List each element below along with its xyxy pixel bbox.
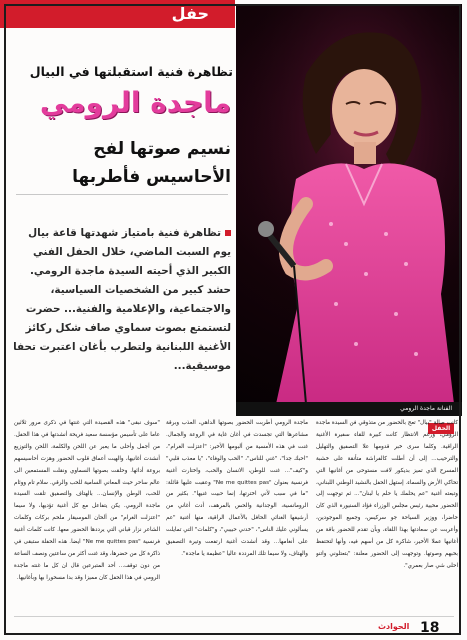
supertitle: تظاهرة فنية استقبلتها في البيال	[29, 64, 233, 79]
subtitle-line-2: الأحاسيس فأطربها	[72, 167, 231, 187]
section-label: حفل	[171, 4, 209, 23]
divider	[16, 194, 228, 195]
lead-bullet	[225, 230, 231, 236]
footer-brand: الحوادث	[378, 622, 410, 631]
main-title: ماجدة الرومي	[39, 86, 231, 119]
lead-paragraph	[13, 224, 231, 376]
subtitle	[9, 135, 231, 191]
photo-caption: الفنانة ماجدة الرومي	[236, 402, 462, 416]
article-column-left: "سوف نبقى" هذه القصيدة التي غنتها في ذكرى مرور ثلاثين عاما على تأسيس مؤسسة سعيد فريحة أنشدتها في هذا الحفل. من أجمل وأحلى ما يعبر عن اللحن والكلمة، اللحن والتوزيع أنشدت أغانيها، والهبت أعماق قلوب الحضور وهزت أحاسيسهم بروعة أدائها. وحلقت بصوتها السماوي ونقلت المستمعين الى عالم ساحر حيث المعاني السامية للحب والرقي. سلام تام ووئام للحب، الوطن والإنسان... بالهتاف والتصفيق تلقت السيدة ماجدة الرومي. يكن يتفاعل مع كل أغنية تؤديها، ولا سيما "اعتزلت الغرام" من ألحان الموسيقار ملحم بركات وكلمات الشاعر نزار قباني التي يرددها الحضور معها. كانت كلمات أغنية فرنسية "Ne me quittes pas" ايضا. هذه الحفلة ستبقى في ذاكرة كل من حضرها، وقد غنت أكثر من ساعتين ونصف الساعة من دون توقف... أحد المتبرعين قال ان كل ما غنته ماجدة الرومي في هذا الحفل كان مميزا وقد بدا مسحورا بها وبأغانيها.	[14, 420, 160, 581]
page-number: 18	[420, 620, 440, 636]
section-bar	[0, 0, 235, 28]
article-column-right: كانت صالة "بيال" تعج بالحضور من متذوقي فن السيدة ماجدة الرومي، ورغم الانتظار كانت كبيرة للقاء سفيرة الأغنية الراقية. وكلما سرى خبر قدومها علا التصفيق والتهليل والترحيب... إلى أن أطلت كالفراشة متأنقة على خشبة المسرح الذي تميز بديكور لافت مستوحى من أغانيها التي تحاكي الأرض والسماء. إستهل الحفل بالنشيد الوطني اللبناني، وتبعته أغنية "عم يحلمك يا حلم يا لبنان"... ثم توجهت إلى الحضور محيية رئيس مجلس الوزراء فؤاد السنيورة الذي كان حاضرا، ووزير السياحة جو سركيس، وجميع الموجودين، وأعربت عن سعادتها بهذا اللقاء، وبأن تقدم للحضور باقة من أغانيها عملا الأخير، شاكرة كل من أسهم فيه، وأنها لتحتفظ بحبهم وصوتها. وتوجهت إلى الحضور معلنة: "بتعتلوني واتنو احلى شي صار بعمري".	[316, 420, 458, 569]
subtitle-line-1: نسيم صوتها لفح	[93, 139, 231, 159]
lead-text: تظاهرة فنية بامتياز شهدتها قاعة بيال يوم السبت الماضي، خلال الحفل الفني الكبير الذي أحيته السيدة ماجدة الرومي. حشد كبير من الشخصيات السياسية، والاجتماعية، والإعلامية والفنية... حضرت لتستمتع بصوت سماوي صاف شكل ركائز الأغنية اللبنانية ولتطرب بأغان اعتبرت تحفا موسيقية...	[13, 227, 231, 372]
column-kicker: الحفل	[428, 423, 454, 434]
footer-rule	[14, 616, 454, 617]
article-column-middle: ماجدة الرومي أطربت الحضور بصوتها الداهي، العذب وبرقة مشاعرها التي تجسدت في أغان غاية في الروعة والجمال. غنت في هذه الأمسية من ألبومها الأخير: "اعتزلت الغرام"، "احبك جدا"، "غني للناس"، "الحب والوفاء"، "يا معذب قلبي" و"كيف"... غنت للوطن، الانسان والحب، واختارت أغنية فرنسية بعنوان "Ne me quittes pas" وعقبت عليها قائلة: "ما في سبب لأني اخترتها، إنما حبيت غنيها". بكثير من الرومانسية، الوجدانية والحس بالمرهف، أدت أغاني من أرشيفها الغنائي الحافل بالأعمال الراقية، منها أغنية "عم يسألوني عليك الناس"، "خدني حبيبي"، و"كلمات" التي تمايلت على أنغامها... وقد أنشدت أغنية ارتفعت وتيرة التصفيق والهتاف، ولا سيما تلك المرددة عاليا "عظيمة يا ماجدة".	[166, 420, 308, 557]
singer-photo	[236, 4, 462, 404]
singer-illustration	[236, 4, 462, 404]
